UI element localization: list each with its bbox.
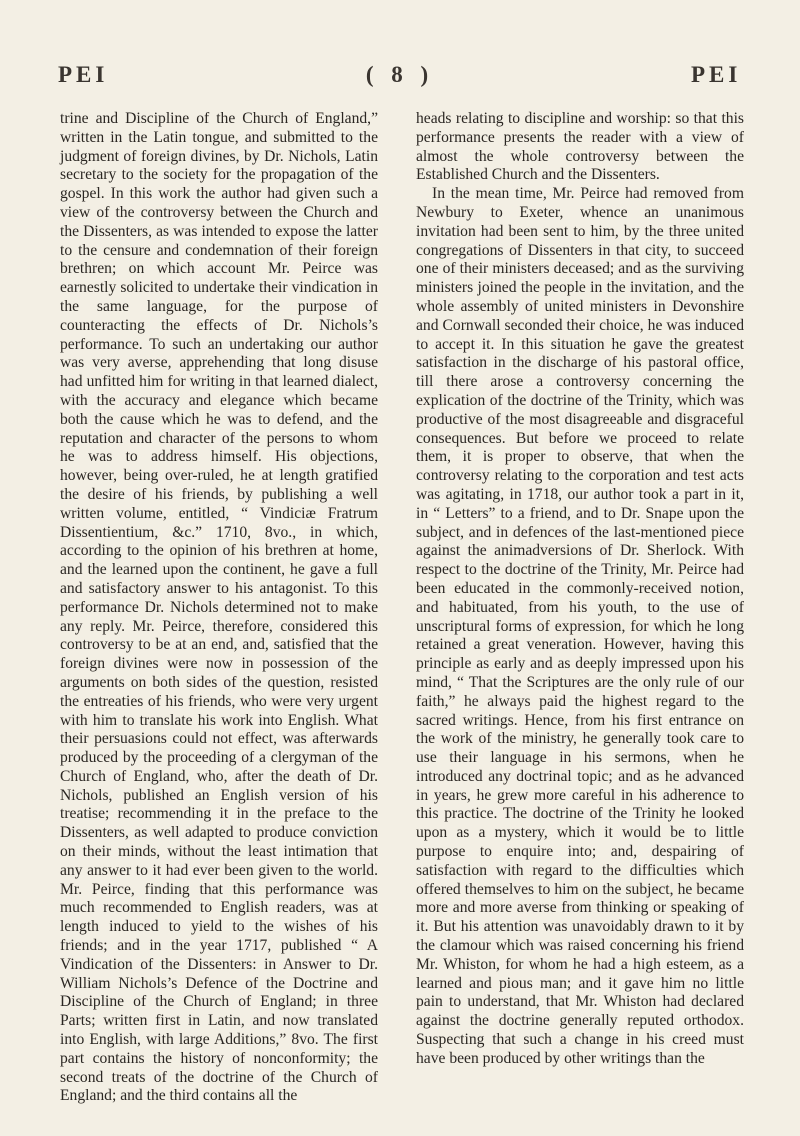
header-right-title: PEI — [691, 62, 742, 87]
page-number: ( 8 ) — [365, 62, 435, 87]
right-paragraph-2: In the mean time, Mr. Peirce had removed from Newbury to Exeter, whence an unanimous invitation had been sent to him, by the three united congregations of Dissenters in that city, to succeed one of their ministers deceased; and as the surviving ministers joined the people in the invitation, and the whole assembly of united ministers in Devonshire and Cornwall seconded their choice, he was induced to accept it. In this situation he gave the greatest satisfaction in the discharge of his pastoral office, till there arose a controversy concerning the explication of the doctrine of the Trinity, which was productive of the most disagreeable and disgraceful consequences. But before we proceed to relate them, it is proper to observe, that when the controversy relating to the corporation and test acts was agitating, in 1718, our author took a part in it, in “ Letters” to a friend, and to Dr. Snape upon the subject, and in defences of the last-mentioned piece against the animadversions of Dr. Sherlock. With respect to the doctrine of the Trinity, Mr. Peirce had been educated in the commonly-received notion, and habituated, from his youth, to the use of unscriptural forms of expression, for which he long retained a great veneration. However, having this principle as early and as deeply impressed upon his mind, “ That the Scriptures are the only rule of our faith,” he always paid the highest regard to the sacred writings. Hence, from his first entrance on the work of the ministry, he generally took care to use their language in his sermons, when he introduced any doctrinal topic; and as he advanced in years, he grew more careful in his adherence to this practice. The doctrine of the Trinity he looked upon as a mystery, which it would be to little purpose to enquire into; and, despairing of satisfaction with regard to the difficulties which offered themselves to him on the subject, he became more and more averse from thinking or speaking of it. But his attention was unavoidably drawn to it by the clamour which was raised concerning his friend Mr. Whiston, for whom he had a high esteem, as a learned and pious man; and it gave him no little pain to understand, that Mr. Whiston had declared against the doctrine generally reputed orthodox. Suspecting that such a change in his creed must have been produced by other writings than the — [416, 185, 744, 1067]
left-paragraph-1: trine and Discipline of the Church of England,” written in the Latin tongue, and submitted to the judgment of foreign divines, by Dr. Nichols, Latin secretary to the society for the propagation of the gospel. In this work the author had given such a view of the controversy between the Church and the Dissenters, as was intended to expose the latter to the censure and condemnation of their foreign brethren; on which account Mr. Peirce was earnestly solicited to undertake their vindication in the same language, for the purpose of counteracting the effects of Dr. Nichols’s performance. To such an undertaking our author was very averse, apprehending that long disuse had unfitted him for writing in that learned dialect, with the accuracy and elegance which became both the cause which he was to defend, and the reputation and character of the persons to whom he was to address himself. His objections, however, being over-ruled, he at length gratified the desire of his friends, by publishing a well written volume, entitled, “ Vindiciæ Fratrum Dissentientium, &c.” 1710, 8vo., in which, according to the opinion of his brethren at home, and the learned upon the continent, he gave a full and satisfactory answer to his antagonist. To this performance Dr. Nichols determined not to make any reply. Mr. Peirce, therefore, considered this controversy to be at an end, and, satisfied that the foreign divines were now in possession of the arguments on both sides of the question, resisted the entreaties of his friends, who were very urgent with him to translate his work into English. What their persuasions could not effect, was afterwards produced by the proceeding of a clergyman of the Church of England, who, after the death of Dr. Nichols, published an English version of his treatise; recommending it in the preface to the Dissenters, as well adapted to produce conviction on their minds, without the least intimation that any answer to it had ever been given to the world. Mr. Peirce, finding that this performance was much recommended to English readers, was at length induced to yield to the wishes of his friends; and in the year 1717, published “ A Vindication of the Dissenters: in Answer to Dr. William Nichols’s Defence of the Doctrine and Discipline of the Church of England; in three Parts; written first in Latin, and now translated into English, with large Additions,” 8vo. The first part contains the history of nonconformity; the second treats of the doctrine of the Church of England; and the third contains all the — [60, 110, 378, 1105]
right-column — [416, 110, 744, 1069]
right-paragraph-1: heads relating to discipline and worship: so that this performance presents the reader with a view of almost the whole controversy between the Established Church and the Dissenters. — [416, 110, 744, 184]
header-left-title: PEI — [58, 62, 109, 87]
running-header — [0, 62, 800, 94]
left-column — [60, 110, 378, 1106]
